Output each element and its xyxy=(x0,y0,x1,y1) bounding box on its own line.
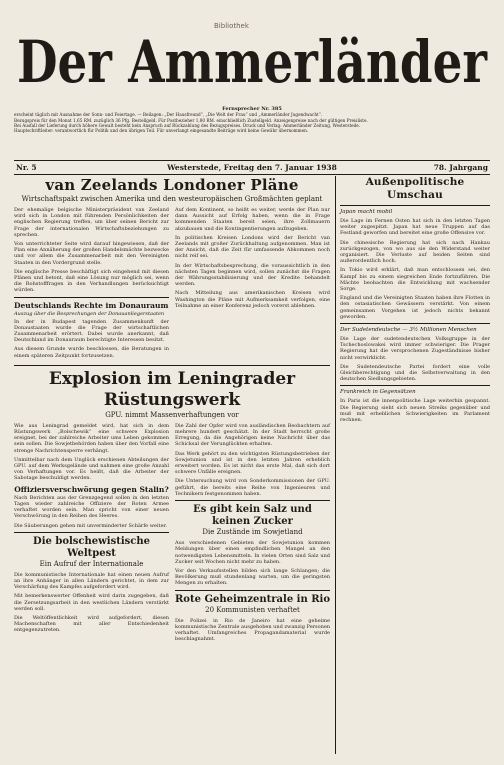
article-leningrad xyxy=(14,369,330,645)
impressum-phone: Fernsprecher Nr. 385 xyxy=(222,106,282,112)
column-divider xyxy=(335,176,336,754)
article-paragraph: Mit bemerkenswerter Offenheit wird darin zugegeben, daß die Zersetzungsarbeit in den westlichen Ländern verstärkt werden soll. xyxy=(14,593,169,612)
divider xyxy=(14,365,330,366)
article-paragraph: Die Lage im Fernen Osten hat sich in den letzten Tagen weiter zugespitzt. Japan hat neue Truppen auf das Festland geworfen und bereitet eine große Offensive vor. xyxy=(340,218,490,237)
article-headline: Explosion im Leningrader Rüstungswerk xyxy=(48,368,296,410)
impressum-line: Bezugspreis für den Monat 1,65 RM. zuzüglich 36 Pfg. Bestellgeld. Für Postbezieher 1,80 RM. einschließlich Zustellgeld. Anzeigenpreise nach der gültigen Preisliste. xyxy=(14,117,368,123)
article-zeeland xyxy=(14,176,330,362)
divider xyxy=(14,297,169,298)
article-paragraph: Aus verschiedenen Gebieten der Sowjetunion kommen Meldungen über einen empfindlichen Mangel an den notwendigsten Lebensmitteln. In vielen Orten sind Salz und Zucker seit Wochen nicht mehr zu haben. xyxy=(175,540,330,565)
subheadline: Es gibt kein Salz und keinen Zucker xyxy=(193,504,312,528)
subheadline-deck: Auszug über die Besprechungen der Donauanliegerstaaten xyxy=(14,310,165,317)
article-paragraph: In politischen Kreisen Londons wird der Bericht van Zeelands mit großer Zurückhaltung aufgenommen. Man ist der Ansicht, daß die Zeit für umfassende Abkommen noch nicht reif sei. xyxy=(175,234,330,260)
issue-date: Westerstede, Freitag den 7. Januar 1938 xyxy=(167,163,337,172)
subheadline: Rote Geheimzentrale in Rio xyxy=(175,593,331,605)
article-paragraph: Unmittelbar nach dem Unglück erschienen Abteilungen der GPU. auf dem Werksgelände und nahmen eine große Anzahl von Verhaftungen vor. Es heißt, daß die Arbeiter der Sabotage beschuldigt werden. xyxy=(14,456,169,482)
subheadline-deck: Die Zustände im Sowjetland xyxy=(202,528,303,537)
article-paragraph: Die Untersuchung wird von Sonderkommissionen der GPU. geführt, die bereits eine Reihe von Ingenieuren und Technikern festgenommen haben. xyxy=(175,478,330,497)
masthead xyxy=(14,30,490,92)
divider xyxy=(340,385,490,386)
article-deck: GPU. nimmt Massenverhaftungen vor xyxy=(105,410,239,419)
article-paragraph: Auf dem Kontinent, so heißt es weiter, werde der Plan nur dann Aussicht auf Erfolg haben, wenn die in Frage kommenden Staaten bereit seien, ihre Zollmauern abzubauen und die Kontingentierungen aufzugeben. xyxy=(175,207,330,232)
impressum-line: Hauptschriftleiter: verantwortlich für Politik und den übrigen Teil. Für unverlangt eingesandte Beiträge wird keine Gewähr übernommen. xyxy=(14,128,309,134)
subheadline-deck: 20 Kommunisten verhaftet xyxy=(205,605,300,614)
divider xyxy=(340,323,490,324)
article-paragraph: Wie aus Leningrad gemeldet wird, hat sich in dem Rüstungswerk „Bolschewik“ eine schwere Explosion ereignet, bei der zahlreiche Arbeiter ums Leben gekommen sein sollen. Die Sowjetbehörden haben über den Vorfall eine strenge Nachrichtensperre verhängt. xyxy=(14,422,169,454)
masthead-title: Der Ammerländer xyxy=(17,30,489,92)
article-paragraph: Die Sudetendeutsche Partei fordert eine volle Gleichberechtigung und die Selbstverwaltung in den deutschen Siedlungsgebieten. xyxy=(340,363,490,383)
article-paragraph: Die Säuberungen gehen mit unverminderter Schärfe weiter. xyxy=(14,522,167,529)
sidebar-column xyxy=(340,176,490,426)
masthead-logo xyxy=(14,30,490,92)
article-paragraph: Nach Mitteilung aus amerikanischen Kreisen wird Washington die Pläne mit Aufmerksamkeit verfolgen, eine Teilnahme an einer Konferenz jedoch vorerst ablehnen. xyxy=(175,290,330,309)
subheadline: Deutschlands Rechte im Donauraum xyxy=(14,300,169,310)
article-paragraph: In der Wirtschaftsbesprechung, die voraussichtlich in den nächsten Tagen beginnen wird, sollen zunächst die Fragen der Währungsstabilisierung und der Kredite behandelt werden. xyxy=(175,262,330,288)
section-label: Frankreich in Gegensätzen xyxy=(340,389,416,396)
impressum-line: Bei Ausfall der Lieferung durch höhere Gewalt besteht kein Anspruch auf Rückzahlung des Bezugspreises. Druck und Verlag: Ammerländer Zeitung, Westerstede. xyxy=(14,123,361,129)
divider xyxy=(14,532,169,533)
subheadline: Die bolschewistische Weltpest xyxy=(33,535,150,559)
main-column xyxy=(14,176,330,645)
volume-year: 78. Jahrgang xyxy=(433,163,488,172)
article-paragraph: Die Weltöffentlichkeit wird aufgefordert, diesen Machenschaften mit aller Entschiedenheit entgegenzutreten. xyxy=(14,614,169,634)
dateline xyxy=(14,160,490,175)
article-paragraph: England und die Vereinigten Staaten haben ihre Flotten in den ostasiatischen Gewässern verstärkt. Von einem gemeinsamen Vorgehen ist jedoch nichts bekannt geworden. xyxy=(340,295,490,320)
article-paragraph: Aus diesem Grunde wurde beschlossen, die Beratungen in einem späteren Zeitpunkt fortzusetzen. xyxy=(14,346,169,359)
article-paragraph: Die chinesische Regierung hat sich nach Hankau zurückgezogen, von wo aus sie den Widerstand weiter organisiert. Die Verluste auf beiden Seiten sind außerordentlich hoch. xyxy=(340,239,490,265)
divider xyxy=(340,205,490,206)
sidebar-headline: Außenpolitische Umschau xyxy=(365,176,465,201)
article-paragraph: Nach Berichten aus der Grenzgegend sollen in den letzten Tagen wieder zahlreiche Offiziere der Roten Armee verhaftet worden sein. Man spricht von einer neuen Verschwörung in den Reihen des Heeres. xyxy=(14,494,169,520)
article-paragraph: Die englische Presse beschäftigt sich eingehend mit diesen Plänen und betont, daß eine Lösung nur möglich sei, wenn die Rohstofffragen in den Verhandlungen berücksichtigt würden. xyxy=(14,268,169,294)
divider xyxy=(175,500,330,501)
article-paragraph: In der in Budapest tagenden Zusammenkunft der Donaustaaten wurde die Frage der wirtschaftlichen Zusammenarbeit erörtert. Dabei wurde anerkannt, daß Deutschland im Donauraum berechtigte Interessen besitzt. xyxy=(14,318,169,344)
section-label: Der Sudetendeutsche — 3½ Millionen Menschen xyxy=(340,327,477,334)
article-headline: van Zeelands Londoner Pläne xyxy=(45,176,299,194)
section-label: Japan macht mobil xyxy=(340,209,393,215)
article-paragraph: Die Zahl der Opfer wird von ausländischen Beobachtern auf mehrere hundert geschätzt. In der Stadt herrscht große Erregung, da die Angehörigen keine Nachricht über das Schicksal der Verunglückten erhalten. xyxy=(175,422,330,448)
article-paragraph: Das Werk gehört zu den wichtigsten Rüstungsbetrieben der Sowjetunion und ist in den letzten Jahren erheblich erweitert worden. Es ist nicht das erste Mal, daß sich dort schwere Unfälle ereignen. xyxy=(175,450,330,476)
article-paragraph: In Tokio wird erklärt, daß man entschlossen sei, den Kampf bis zu einem siegreichen Ende fortzuführen. Die Mächte beobachten die Entwicklung mit wachsender Sorge. xyxy=(340,267,490,293)
library-stamp: Bibliothek xyxy=(214,22,249,30)
article-paragraph: Die Polizei in Rio de Janeiro hat eine geheime kommunistische Zentrale ausgehoben und zwanzig Personen verhaftet. Umfangreiches Propagandamaterial wurde beschlagnahmt. xyxy=(175,617,331,643)
impressum xyxy=(14,106,490,134)
article-paragraph: Der ehemalige belgische Ministerpräsident van Zeeland wird sich in London mit führenden Persönlichkeiten der englischen Regierung treffen, um über seinen Bericht zur Frage der internationalen Wirtschaftsbeziehungen zu sprechen. xyxy=(14,207,169,238)
article-paragraph: Von unterrichteter Seite wird darauf hingewiesen, daß der Plan eine Annäherung der großen Handelsmächte bezwecke und vor allem die Zusammenarbeit mit den Vereinigten Staaten in den Vordergrund stelle. xyxy=(14,241,169,266)
impressum-line: erscheint täglich mit Ausnahme der Sonn- und Feiertage. — Beilagen: „Der Hausfreund“, „Die Welt der Frau“ und „Ammerländer Jugendwacht“. xyxy=(14,112,323,118)
article-paragraph: Die Lage der sudetendeutschen Volksgruppe in der Tschechoslowakei wird immer schwieriger. Die Prager Regierung hat die versprochenen Zugeständnisse bisher nicht verwirklicht. xyxy=(340,336,490,361)
subheadline: Offiziersverschwörung gegen Stalin? xyxy=(14,484,169,494)
divider xyxy=(175,590,330,591)
article-deck: Wirtschaftspakt zwischen Amerika und den westeuropäischen Großmächten geplant xyxy=(21,195,323,203)
issue-number: Nr. 5 xyxy=(16,163,37,172)
subheadline-deck: Ein Aufruf der Internationale xyxy=(39,559,144,568)
article-paragraph: Vor den Verkaufsstellen bilden sich lange Schlangen; die Bevölkerung muß stundenlang warten, um die geringsten Mengen zu erhalten. xyxy=(175,567,330,587)
article-paragraph: Die kommunistische Internationale hat einen neuen Aufruf an ihre Anhänger in allen Ländern gerichtet, in dem zur Verschärfung des Kampfes aufgefordert wird. xyxy=(14,571,169,591)
article-paragraph: In Paris ist die innenpolitische Lage weiterhin gespannt. Die Regierung sieht sich neuen Streiks gegenüber und muß mit erheblichen Schwierigkeiten im Parlament rechnen. xyxy=(340,398,490,424)
